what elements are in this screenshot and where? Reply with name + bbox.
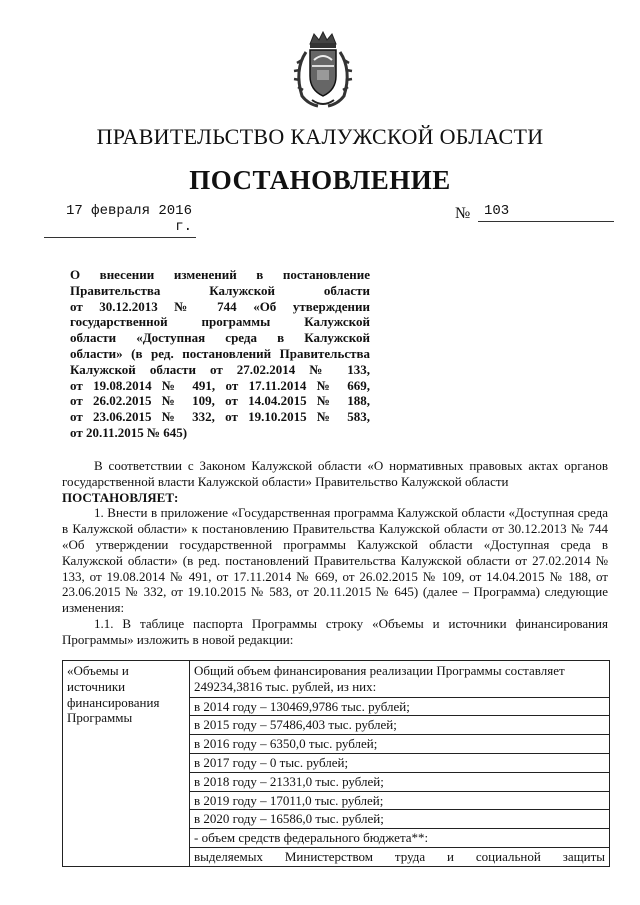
table-row: [63, 661, 610, 698]
paragraph-preamble: В соответствии с Законом Калужской области «О нормативных правовых актах органов государственной власти Калужской области» Правительство Калужской области: [62, 458, 608, 489]
subject-line: области» (в ред. постановлений Правительства: [70, 345, 370, 361]
subject-line: от 23.06.2015 № 332, от 19.10.2015 № 583,: [70, 409, 370, 425]
document-date: 17 февраля 2016 г.: [44, 203, 196, 238]
table-cell: в 2014 году – 130469,9786 тыс. рублей;: [190, 697, 610, 716]
table-cell: выделяемых Министерством труда и социальной защиты: [190, 847, 610, 866]
table-cell: в 2015 году – 57486,403 тыс. рублей;: [190, 716, 610, 735]
subject-line: О внесении изменений в постановление: [70, 267, 370, 282]
document-subject: [70, 267, 370, 441]
paragraph-item-1-1: 1.1. В таблице паспорта Программы строку «Объемы и источники финансирования Программы» изложить в новой редакции:: [62, 615, 608, 647]
paragraph-item-1: 1. Внести в приложение «Государственная программа Калужской области «Доступная среда в Калужской области» к постановлению Правительства Калужской области от 30.12.2013 № 744 «Об утверждении государственной программы Калужской области «Доступная среда в Калужской области» (в ред. постановлений Правительства Калужской области от 27.02.2014 № 133, от 19.08.2014 № 491, от 17.11.2014 № 669, от 26.02.2015 № 109, от 14.04.2015 № 188, от 23.06.2015 № 332, от 19.10.2015 № 583, от 20.11.2015 № 645) (далее – Программа) следующие изменения:: [62, 505, 608, 616]
table-cell: в 2016 году – 6350,0 тыс. рублей;: [190, 735, 610, 754]
table-cell: в 2019 году – 17011,0 тыс. рублей;: [190, 791, 610, 810]
resolves-heading: ПОСТАНОВЛЯЕТ:: [62, 489, 179, 505]
table-cell-total: Общий объем финансирования реализации Программы составляет 249234,3816 тыс. рублей, из них:: [190, 661, 610, 698]
government-title: ПРАВИТЕЛЬСТВО КАЛУЖСКОЙ ОБЛАСТИ: [96, 124, 544, 149]
table-cell: в 2018 году – 21331,0 тыс. рублей;: [190, 772, 610, 791]
coat-of-arms-icon: [292, 30, 354, 110]
subject-line: Калужской области от 27.02.2014 № 133,: [70, 361, 370, 377]
subject-line: Правительства Калужской области: [70, 282, 370, 298]
subject-line: от 30.12.2013 № 744 «Об утверждении: [70, 298, 370, 314]
subject-line: от 19.08.2014 № 491, от 17.11.2014 № 669,: [70, 377, 370, 393]
table-cell-label: «Объемы и источники финансирования Программы: [63, 661, 190, 867]
subject-line: от 26.02.2015 № 109, от 14.04.2015 № 188,: [70, 393, 370, 409]
number-sign: №: [455, 205, 471, 222]
subject-line: от 20.11.2015 № 645): [70, 424, 188, 440]
document-body: [62, 458, 608, 648]
table-cell: в 2020 году – 16586,0 тыс. рублей;: [190, 810, 610, 829]
document-type: ПОСТАНОВЛЕНИЕ: [189, 165, 451, 195]
subject-line: государственной программы Калужской: [70, 314, 370, 330]
document-number: 103: [478, 203, 614, 222]
table-cell: - объем средств федерального бюджета**:: [190, 829, 610, 848]
passport-table: [62, 660, 610, 867]
table-cell: в 2017 году – 0 тыс. рублей;: [190, 753, 610, 772]
subject-line: области «Доступная среда в Калужской: [70, 330, 370, 346]
